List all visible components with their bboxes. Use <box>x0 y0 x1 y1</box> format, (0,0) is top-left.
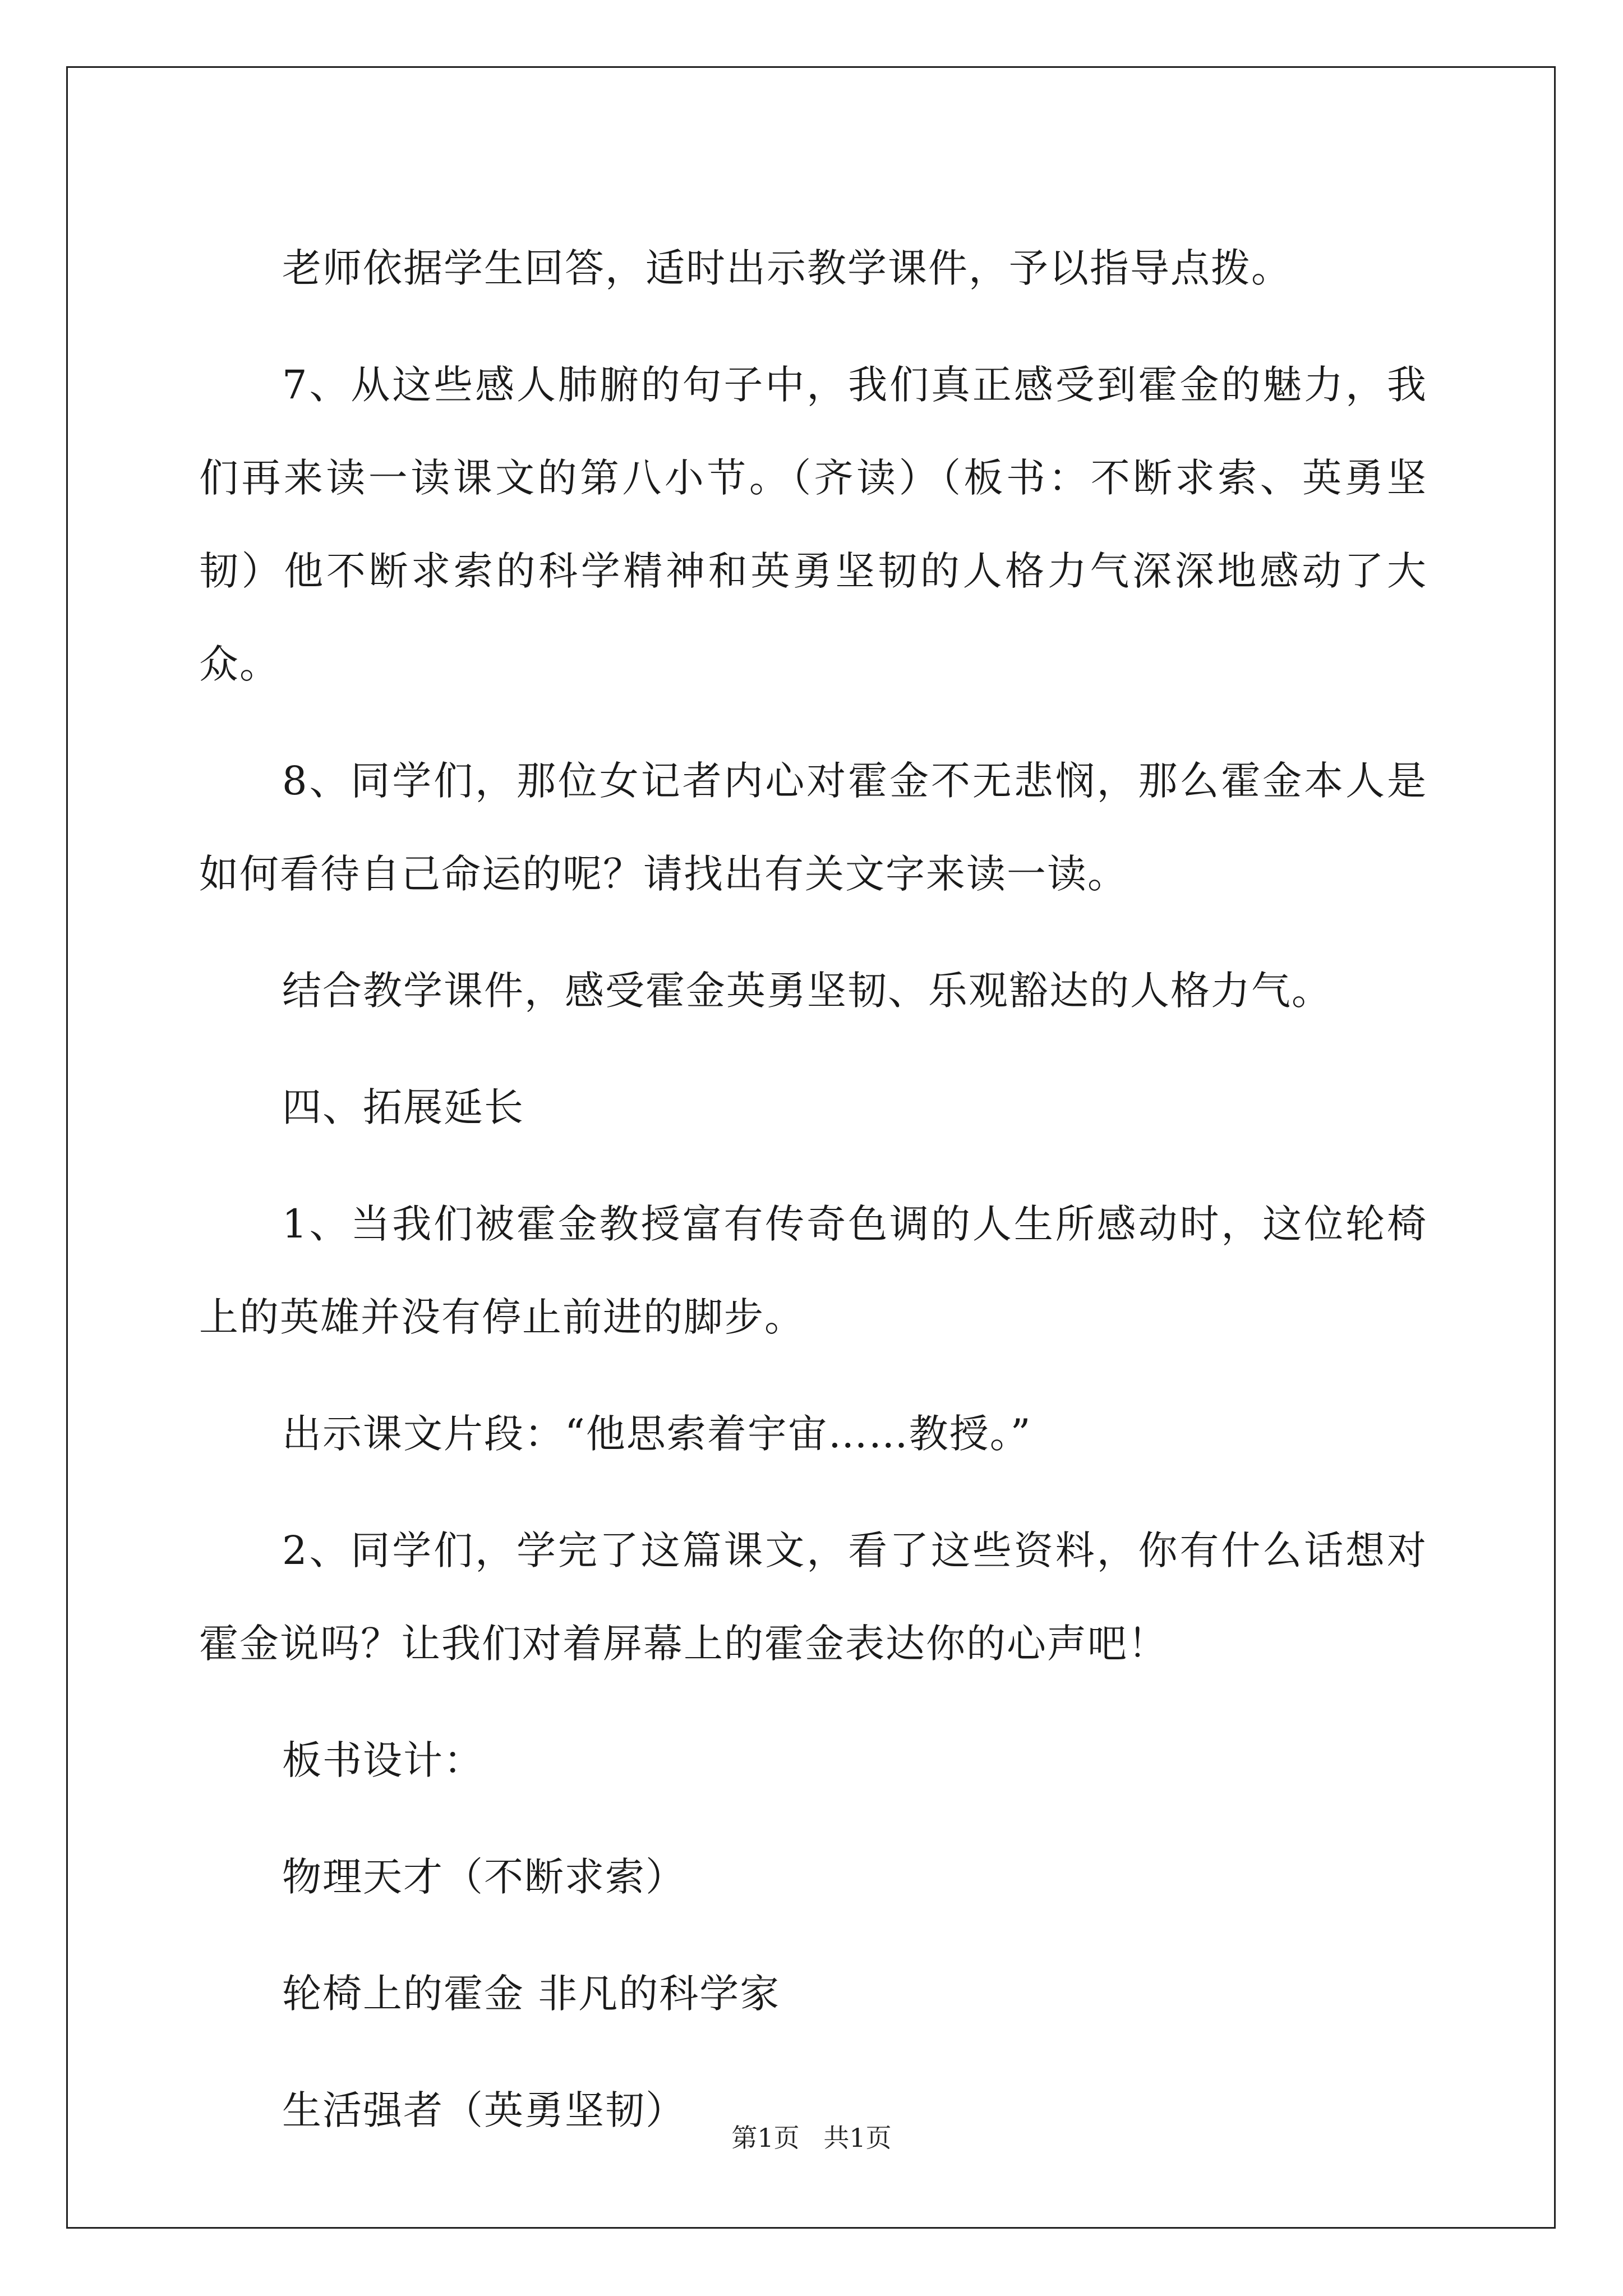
paragraph: 老师依据学生回答，适时出示教学课件，予以指导点拨。 <box>282 245 1292 291</box>
paragraph: 出示课文片段：“他思索着宇宙……教授。” <box>282 1411 1032 1457</box>
page-total: 共1页 <box>823 2123 892 2153</box>
board-design-line: 轮椅上的霍金 非凡的科学家 <box>282 1971 781 2017</box>
paragraph: 1、当我们被霍金教授富有传奇色调的人生所感动时，这位轮椅上的英雄并没有停止前进的脚步。 <box>199 1201 1427 1340</box>
paragraph: 7、从这些感人肺腑的句子中，我们真正感受到霍金的魅力，我们再来读一读课文的第八小节。（齐读）（板书：不断求索、英勇坚韧）他不断求索的科学精神和英勇坚韧的人格力气深深地感动了大众。 <box>199 362 1427 687</box>
document-body <box>199 222 1427 2180</box>
paragraph: 8、同学们，那位女记者内心对霍金不无悲悯，那么霍金本人是如何看待自己命运的呢？请找出有关文字来读一读。 <box>199 758 1427 897</box>
paragraph: 2、同学们，学完了这篇课文，看了这些资料，你有什么话想对霍金说吗？让我们对着屏幕上的霍金表达你的心声吧！ <box>199 1527 1427 1667</box>
board-design-line: 物理天才（不断求索） <box>282 1854 686 1900</box>
board-design-heading: 板书设计： <box>282 1737 484 1783</box>
section-heading: 四、拓展延长 <box>282 1084 524 1130</box>
page-number: 第1页 <box>731 2123 800 2153</box>
page-footer <box>0 2118 1623 2155</box>
board-design-line: 生活强者（英勇坚韧） <box>282 2087 686 2133</box>
paragraph: 结合教学课件，感受霍金英勇坚韧、乐观豁达的人格力气。 <box>282 968 1332 1014</box>
